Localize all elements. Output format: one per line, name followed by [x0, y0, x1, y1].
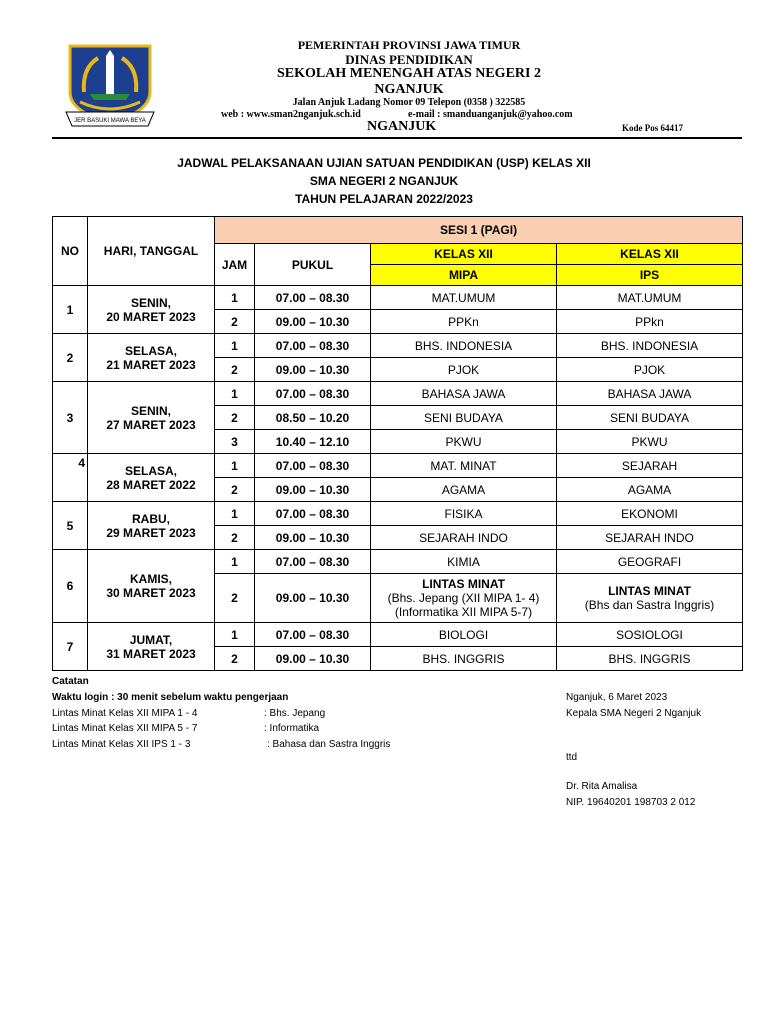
cell-ips: MAT.UMUM [557, 286, 743, 310]
day-date: 28 MARET 2022 [106, 477, 196, 492]
kop-divider [52, 137, 742, 139]
kop-line-1: PEMERINTAH PROVINSI JAWA TIMUR [297, 38, 521, 52]
cell-ips: BHS. INDONESIA [557, 334, 743, 358]
notes-catatan: Catatan [52, 676, 89, 687]
subject-note: (Informatika XII MIPA 5-7) [394, 605, 533, 619]
table-row [53, 623, 743, 647]
cell-pukul: 07.00 – 08.30 [255, 334, 371, 358]
cell-mipa: MAT. MINAT [371, 454, 557, 478]
header-pukul: PUKUL [255, 244, 371, 286]
cell-ips: BHS. INGGRIS [557, 647, 743, 671]
cell-jam: 1 [215, 502, 255, 526]
signature-name: Dr. Rita Amalisa [566, 781, 638, 792]
cell-mipa: SENI BUDAYA [371, 406, 557, 430]
cell-jam: 1 [215, 550, 255, 574]
cell-mipa: BHS. INGGRIS [371, 647, 557, 671]
cell-jam: 1 [215, 286, 255, 310]
day-date: 30 MARET 2023 [106, 586, 196, 600]
cell-no: 6 [53, 550, 88, 623]
cell-jam: 1 [215, 334, 255, 358]
notes-lintas-minat-1-label: Lintas Minat Kelas XII MIPA 1 - 4 [52, 708, 198, 719]
day-name: SELASA, [124, 463, 177, 478]
cell-jam: 2 [215, 647, 255, 671]
cell-hari-tanggal [88, 334, 215, 382]
cell-mipa: FISIKA [371, 502, 557, 526]
doc-title-2: SMA NEGERI 2 NGANJUK [309, 174, 459, 188]
table-row [53, 382, 743, 406]
cell-pukul: 09.00 – 10.30 [255, 526, 371, 550]
cell-pukul: 07.00 – 08.30 [255, 623, 371, 647]
cell-pukul: 07.00 – 08.30 [255, 382, 371, 406]
header-no: NO [53, 217, 88, 286]
day-name: SENIN, [130, 403, 171, 418]
cell-no: 5 [53, 502, 88, 550]
kop-line-3: SEKOLAH MENENGAH ATAS NEGERI 2 [277, 66, 541, 81]
table-row [53, 334, 743, 358]
cell-no: 2 [53, 334, 88, 382]
day-name: JUMAT, [129, 632, 173, 647]
subject-title: LINTAS MINAT [608, 584, 691, 598]
header-ips: IPS [557, 265, 743, 286]
table-row [53, 286, 743, 310]
cell-ips: SEJARAH [557, 454, 743, 478]
logo-banner-text: JER BASUKI MAWA BEYA [74, 118, 146, 124]
cell-mipa [371, 574, 557, 623]
day-name: SELASA, [124, 343, 177, 358]
header-mipa: MIPA [371, 265, 557, 286]
cell-jam: 1 [215, 382, 255, 406]
header-jam: JAM [215, 244, 255, 286]
kop-address: Jalan Anjuk Ladang Nomor 09 Telepon (0358 ) 322585 [292, 97, 526, 108]
header-sesi: SESI 1 (PAGI) [215, 217, 743, 244]
doc-title-1: JADWAL PELAKSANAAN UJIAN SATUAN PENDIDIKAN (USP) KELAS XII [177, 156, 591, 170]
cell-mipa: PJOK [371, 358, 557, 382]
cell-no: 4 [53, 454, 88, 502]
cell-mipa: AGAMA [371, 478, 557, 502]
kop-postal-code: Kode Pos 64417 [622, 123, 684, 133]
day-date: 31 MARET 2023 [106, 646, 196, 661]
cell-pukul: 09.00 – 10.30 [255, 647, 371, 671]
day-name: SENIN, [130, 295, 171, 310]
notes-lintas-minat-3-label: Lintas Minat Kelas XII IPS 1 - 3 [52, 739, 191, 750]
cell-hari-tanggal [88, 454, 215, 502]
header-hari-tanggal: HARI, TANGGAL [88, 217, 215, 286]
kop-email: e-mail : smanduanganjuk@yahoo.com [408, 109, 573, 120]
day-date: 27 MARET 2023 [106, 417, 196, 432]
cell-hari-tanggal [88, 382, 215, 454]
cell-jam: 2 [215, 358, 255, 382]
cell-no: 3 [53, 382, 88, 454]
cell-pukul: 09.00 – 10.30 [255, 358, 371, 382]
notes-lintas-minat-1-value: : Bhs. Jepang [264, 708, 326, 719]
cell-hari-tanggal [88, 286, 215, 334]
notes-lintas-minat-3-value: : Bahasa dan Sastra Inggris [267, 739, 391, 750]
subject-note: (Bhs dan Sastra Inggris) [584, 598, 715, 612]
signature-place-date: Nganjuk, 6 Maret 2023 [566, 692, 668, 703]
cell-ips: SEJARAH INDO [557, 526, 743, 550]
day-name: RABU, [132, 511, 170, 526]
doc-title-3: TAHUN PELAJARAN 2022/2023 [295, 192, 473, 206]
cell-mipa: SEJARAH INDO [371, 526, 557, 550]
signature-ttd: ttd [566, 752, 578, 763]
table-row [53, 550, 743, 574]
cell-no: 1 [53, 286, 88, 334]
cell-jam: 2 [215, 574, 255, 623]
day-name: KAMIS, [130, 572, 172, 586]
cell-jam: 2 [215, 406, 255, 430]
notes-login-time: Waktu login : 30 menit sebelum waktu pengerjaan [52, 692, 289, 703]
subject-title: LINTAS MINAT [422, 577, 505, 591]
cell-ips: PJOK [557, 358, 743, 382]
schedule-table [52, 216, 743, 671]
header-kelas-mipa: KELAS XII [371, 244, 557, 265]
cell-pukul: 07.00 – 08.30 [255, 550, 371, 574]
cell-ips: PKWU [557, 430, 743, 454]
cell-pukul: 08.50 – 10.20 [255, 406, 371, 430]
table-row [53, 502, 743, 526]
notes-lintas-minat-2-label: Lintas Minat Kelas XII MIPA 5 - 7 [52, 723, 198, 734]
cell-jam: 2 [215, 478, 255, 502]
kop-web: web : www.sman2nganjuk.sch.id [221, 109, 361, 120]
cell-mipa: MAT.UMUM [371, 286, 557, 310]
signature-position: Kepala SMA Negeri 2 Nganjuk [566, 708, 702, 719]
cell-pukul: 07.00 – 08.30 [255, 502, 371, 526]
cell-no: 7 [53, 623, 88, 671]
cell-pukul: 09.00 – 10.30 [255, 574, 371, 623]
day-date: 21 MARET 2023 [106, 357, 196, 372]
cell-jam: 1 [215, 454, 255, 478]
cell-ips: GEOGRAFI [557, 550, 743, 574]
cell-mipa: PKWU [371, 430, 557, 454]
cell-ips: SOSIOLOGI [557, 623, 743, 647]
cell-ips: SENI BUDAYA [557, 406, 743, 430]
cell-mipa: BIOLOGI [371, 623, 557, 647]
cell-hari-tanggal [88, 502, 215, 550]
signature-nip: NIP. 19640201 198703 2 012 [566, 797, 696, 808]
cell-ips: EKONOMI [557, 502, 743, 526]
cell-pukul: 09.00 – 10.30 [255, 478, 371, 502]
notes-lintas-minat-2-value: : Informatika [264, 723, 320, 734]
cell-ips: BAHASA JAWA [557, 382, 743, 406]
cell-mipa: PPKn [371, 310, 557, 334]
cell-ips: PPkn [557, 310, 743, 334]
day-date: 29 MARET 2023 [106, 525, 196, 540]
subject-note: (Bhs. Jepang (XII MIPA 1- 4) [387, 591, 540, 605]
cell-jam: 1 [215, 623, 255, 647]
cell-jam: 3 [215, 430, 255, 454]
cell-pukul: 09.00 – 10.30 [255, 310, 371, 334]
kop-line-4: NGANJUK [374, 82, 444, 97]
cell-jam: 2 [215, 310, 255, 334]
kop-city: NGANJUK [367, 119, 437, 134]
cell-jam: 2 [215, 526, 255, 550]
cell-pukul: 07.00 – 08.30 [255, 454, 371, 478]
cell-mipa: KIMIA [371, 550, 557, 574]
header-kelas-ips: KELAS XII [557, 244, 743, 265]
cell-ips [557, 574, 743, 623]
cell-pukul: 10.40 – 12.10 [255, 430, 371, 454]
cell-mipa: BAHASA JAWA [371, 382, 557, 406]
cell-pukul: 07.00 – 08.30 [255, 286, 371, 310]
table-row [53, 454, 743, 478]
cell-ips: AGAMA [557, 478, 743, 502]
cell-mipa: BHS. INDONESIA [371, 334, 557, 358]
day-date: 20 MARET 2023 [106, 309, 196, 324]
cell-hari-tanggal [88, 623, 215, 671]
kop-line-2: DINAS PENDIDIKAN [345, 52, 473, 67]
cell-hari-tanggal [88, 550, 215, 623]
